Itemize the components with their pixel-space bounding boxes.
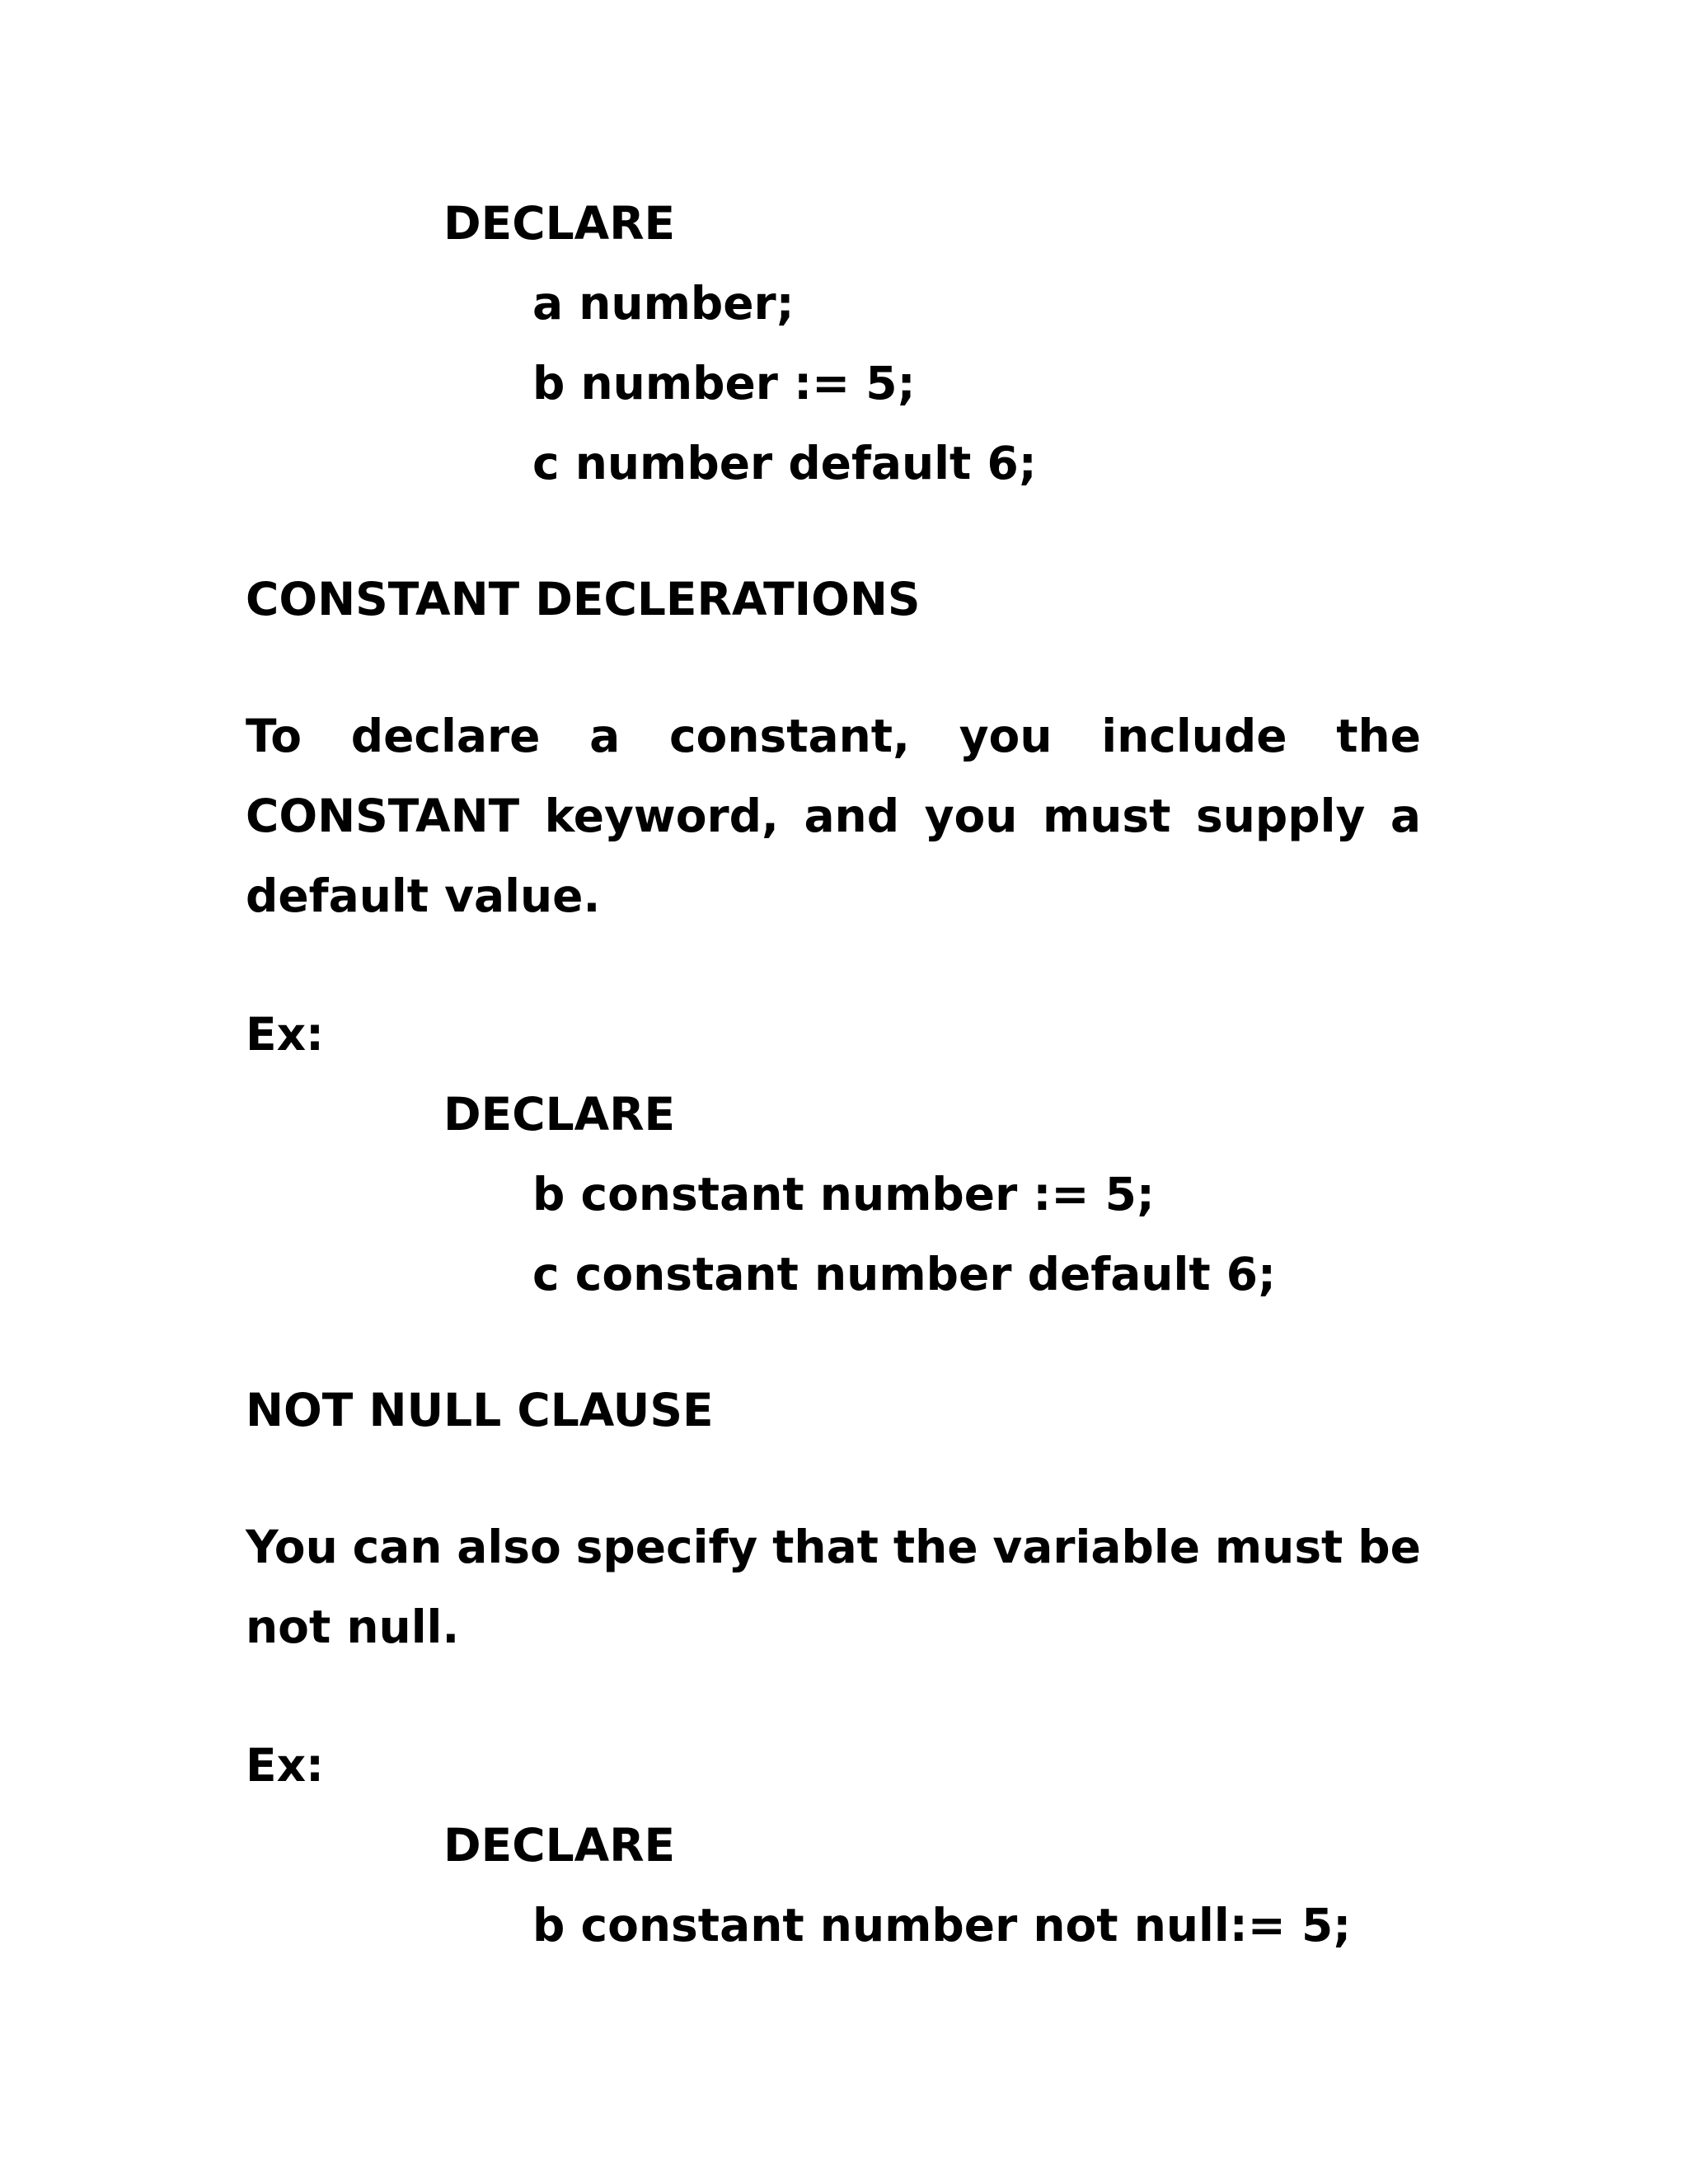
declare-keyword: DECLARE xyxy=(443,1088,676,1141)
word: To xyxy=(246,710,302,762)
code-line: b constant number := 5; xyxy=(532,1168,1155,1221)
code-line: a number; xyxy=(532,277,795,330)
word: supply xyxy=(1195,790,1366,842)
word: default value. xyxy=(246,869,601,922)
word: can xyxy=(352,1521,443,1573)
declare-keyword: DECLARE xyxy=(443,197,676,250)
word: keyword, xyxy=(544,790,779,842)
word: a xyxy=(1390,790,1421,842)
paragraph-line xyxy=(246,1587,1421,1667)
word: CONSTANT xyxy=(246,790,520,842)
word: must xyxy=(1214,1521,1343,1573)
code-line: c constant number default 6; xyxy=(532,1248,1277,1301)
code-line: b number := 5; xyxy=(532,357,916,410)
word: must xyxy=(1042,790,1171,842)
word: that xyxy=(772,1521,879,1573)
example-label: Ex: xyxy=(246,1739,325,1792)
paragraph-line xyxy=(246,696,1421,776)
paragraph-line xyxy=(246,1507,1421,1587)
word: you xyxy=(924,790,1018,842)
word: and xyxy=(804,790,900,842)
word: variable xyxy=(992,1521,1201,1573)
word: also xyxy=(457,1521,561,1573)
section-heading: CONSTANT DECLERATIONS xyxy=(246,573,921,626)
paragraph-line xyxy=(246,856,1421,936)
word: a xyxy=(589,710,621,762)
word: the xyxy=(893,1521,978,1573)
paragraph xyxy=(246,1507,1421,1667)
word: declare xyxy=(350,710,541,762)
word: the xyxy=(1336,710,1421,762)
section-heading: NOT NULL CLAUSE xyxy=(246,1384,714,1436)
word: include xyxy=(1101,710,1287,762)
word: constant, xyxy=(668,710,910,762)
word: you xyxy=(959,710,1053,762)
word: You xyxy=(246,1521,338,1573)
declare-keyword: DECLARE xyxy=(443,1819,676,1872)
code-line: c number default 6; xyxy=(532,437,1037,490)
example-label: Ex: xyxy=(246,1008,325,1061)
paragraph xyxy=(246,696,1421,936)
word: be xyxy=(1357,1521,1421,1573)
paragraph-line xyxy=(246,776,1421,856)
word: specify xyxy=(575,1521,758,1573)
code-line: b constant number not null:= 5; xyxy=(532,1899,1352,1952)
word: not null. xyxy=(246,1601,460,1653)
